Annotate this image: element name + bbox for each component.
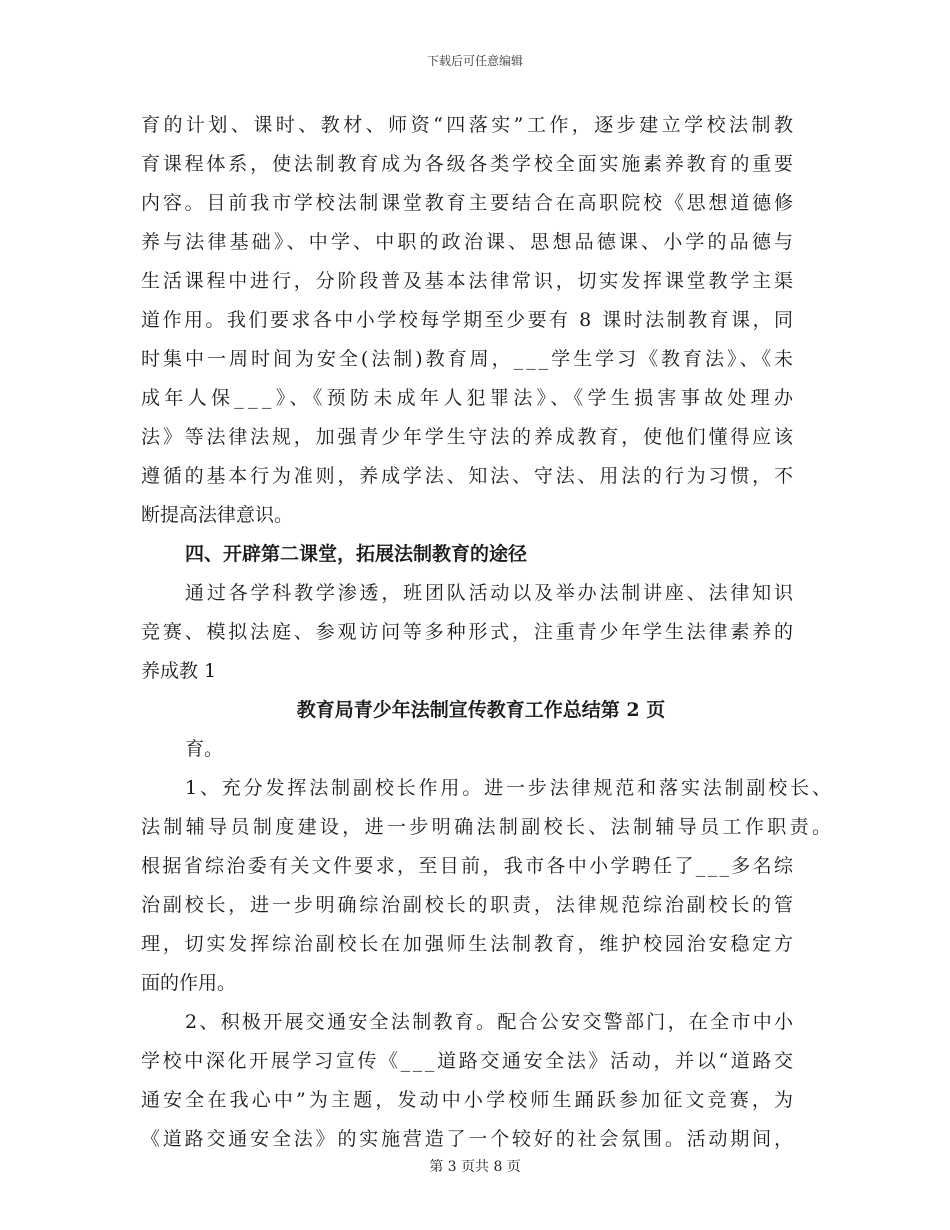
text-line: 面的作用。 [141, 972, 237, 994]
section-heading: 四、开辟第二课堂，拓展法制教育的途径 [185, 543, 528, 565]
text-line: 通过各学科教学渗透，班团队活动以及举办法制讲座、法律知识 [185, 582, 796, 604]
text-line: 生活课程中进行，分阶段普及基本法律常识，切实发挥课堂教学主渠 [141, 270, 796, 292]
text-line: 道作用。我们要求各中小学校每学期至少要有 8 课时法制教育课，同 [141, 309, 796, 331]
text-line: 断提高法律意识。 [141, 504, 294, 526]
page-footer: 第 3 页共 8 页 [429, 1159, 521, 1175]
text-line: 育。 [185, 738, 224, 760]
text-line: 1、充分发挥法制副校长作用。进一步法律规范和落实法制副校长、 [185, 777, 834, 799]
text-line: 成年人保___》、《预防未成年人犯罪法》、《学生损害事故处理办 [141, 387, 798, 409]
text-line: 法制辅导员制度建设，进一步明确法制副校长、法制辅导员工作职责。 [141, 816, 835, 838]
text-line: 竞赛、模拟法庭、参观访问等多种形式，注重青少年学生法律素养的 [141, 621, 796, 643]
text-line: 养与法律基础》、中学、中职的政治课、思想品德课、小学的品德与 [141, 231, 797, 253]
text-line: 内容。目前我市学校法制课堂教育主要结合在高职院校《思想道德修 [141, 192, 796, 214]
text-line: 学校中深化开展学习宣传《___道路交通安全法》活动，并以“道路交 [141, 1050, 796, 1072]
text-line: 《道路交通安全法》的实施营造了一个较好的社会氛围。活动期间， [141, 1128, 796, 1150]
text-line: 理，切实发挥综治副校长在加强师生法制教育，维护校园治安稳定方 [141, 933, 796, 955]
text-line: 通安全在我心中”为主题，发动中小学校师生踊跃参加征文竞赛，为 [141, 1089, 797, 1111]
text-line: 根据省综治委有关文件要求，至目前，我市各中小学聘任了___多名综 [141, 855, 796, 877]
text-line: 治副校长，进一步明确综治副校长的职责，法律规范综治副校长的管 [141, 894, 796, 916]
text-line: 育的计划、课时、教材、师资“四落实”工作，逐步建立学校法制教 [141, 114, 797, 136]
text-line: 时集中一周时间为安全(法制)教育周，___学生学习《教育法》、《未 [141, 348, 796, 370]
document-body [141, 106, 835, 1159]
text-line: 法》等法律法规，加强青少年学生守法的养成教育，使他们懂得应该 [141, 426, 796, 448]
text-line: 养成教 1 [141, 660, 217, 682]
section-heading: 教育局青少年法制宣传教育工作总结第 2 页 [296, 699, 666, 721]
text-line: 育课程体系，使法制教育成为各级各类学校全面实施素养教育的重要 [141, 153, 796, 175]
page-header: 下载后可任意编辑 [426, 54, 523, 68]
text-line: 遵循的基本行为准则，养成学法、知法、守法、用法的行为习惯，不 [141, 465, 796, 487]
text-line: 2、积极开展交通安全法制教育。配合公安交警部门，在全市中小 [185, 1011, 796, 1033]
